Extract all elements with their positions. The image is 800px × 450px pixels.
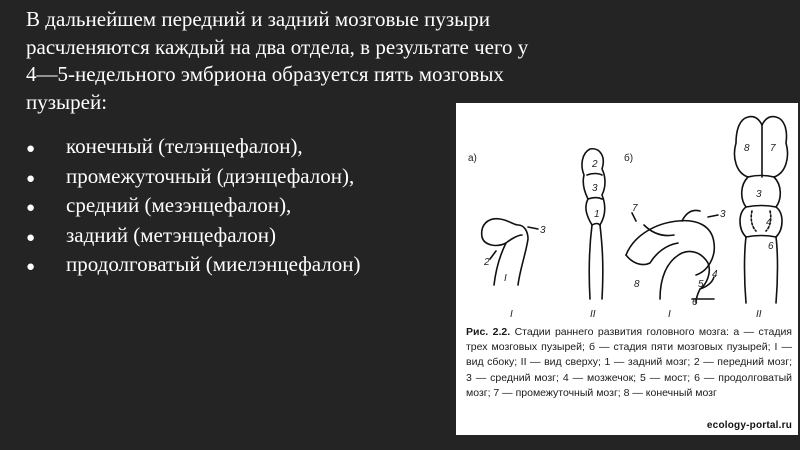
label-number: 3 bbox=[720, 209, 726, 220]
label-b: б) bbox=[624, 153, 634, 164]
list-item-text: продолговатый (миелэнцефалон) bbox=[66, 252, 361, 276]
list-item bbox=[26, 163, 361, 193]
label-number: 4 bbox=[766, 217, 772, 228]
list-item bbox=[26, 133, 361, 163]
label-number: 3 bbox=[540, 225, 546, 236]
label-number: 4 bbox=[712, 269, 718, 280]
intro-paragraph bbox=[26, 6, 726, 116]
brain-development-figure bbox=[456, 103, 798, 435]
watermark: ecology-portal.ru bbox=[706, 420, 792, 431]
list-item-text: конечный (телэнцефалон), bbox=[66, 134, 303, 158]
label-a: а) bbox=[468, 153, 477, 164]
label-number: 7 bbox=[770, 143, 776, 154]
label-number: 1 bbox=[594, 209, 600, 220]
label-number: 5 bbox=[698, 279, 704, 290]
intro-line: 4—5-недельного эмбриона образуется пять мозговых bbox=[26, 62, 504, 86]
label-number: 8 bbox=[634, 279, 640, 290]
label-number: 8 bbox=[744, 143, 750, 154]
brain-vesicles-list bbox=[26, 133, 361, 281]
bullet-icon: ● bbox=[26, 229, 36, 246]
stage-b-top-view bbox=[735, 117, 788, 303]
list-item bbox=[26, 251, 361, 281]
intro-line: расчленяются каждый на два отдела, в результате чего у bbox=[26, 34, 529, 59]
label-number: 2 bbox=[592, 159, 598, 170]
label-roman: I bbox=[510, 309, 513, 320]
label-number: 3 bbox=[592, 183, 598, 194]
caption-title: Рис. 2.2. bbox=[466, 326, 511, 338]
label-number: 6 bbox=[692, 297, 698, 308]
brain-diagram bbox=[456, 103, 798, 325]
label-roman: II bbox=[590, 309, 596, 320]
list-item-text: задний (метэнцефалон) bbox=[66, 222, 276, 247]
label-number: 6 bbox=[768, 241, 774, 252]
label-number: 3 bbox=[756, 189, 762, 200]
caption-text: Стадии раннего развития головного мозга: а — стадия трех мозговых пузырей; б — стадия пяти мозговых пузырей; I — вид сбоку; II — вид сверху; 1 — задний мозг; 2 — передний мозг; 3 — средний мозг; 4 — мозжечок; 5 — мост; 6 — продолговатый мозг; 7 — промежуточный мозг; 8 — конечный мозг bbox=[466, 326, 792, 399]
label-number: 7 bbox=[632, 203, 638, 214]
figure-caption bbox=[466, 325, 792, 401]
stage-b-side-view bbox=[660, 251, 709, 303]
bullet-icon: ● bbox=[26, 259, 36, 275]
list-item-text: средний (мезэнцефалон), bbox=[66, 193, 292, 217]
label-roman: II bbox=[756, 309, 762, 320]
label-roman: I bbox=[504, 273, 507, 284]
intro-line: В дальнейшем передний и задний мозговые пузыри bbox=[26, 7, 490, 31]
label-roman: I bbox=[668, 309, 671, 320]
bullet-icon: ● bbox=[26, 200, 36, 216]
bullet-icon: ● bbox=[26, 141, 36, 157]
list-item bbox=[26, 192, 361, 222]
label-number: 2 bbox=[484, 257, 490, 268]
intro-line: пузырей: bbox=[26, 89, 108, 114]
list-item-text: промежуточный (диэнцефалон), bbox=[66, 163, 355, 188]
bullet-icon: ● bbox=[26, 170, 36, 187]
list-item bbox=[26, 222, 361, 252]
